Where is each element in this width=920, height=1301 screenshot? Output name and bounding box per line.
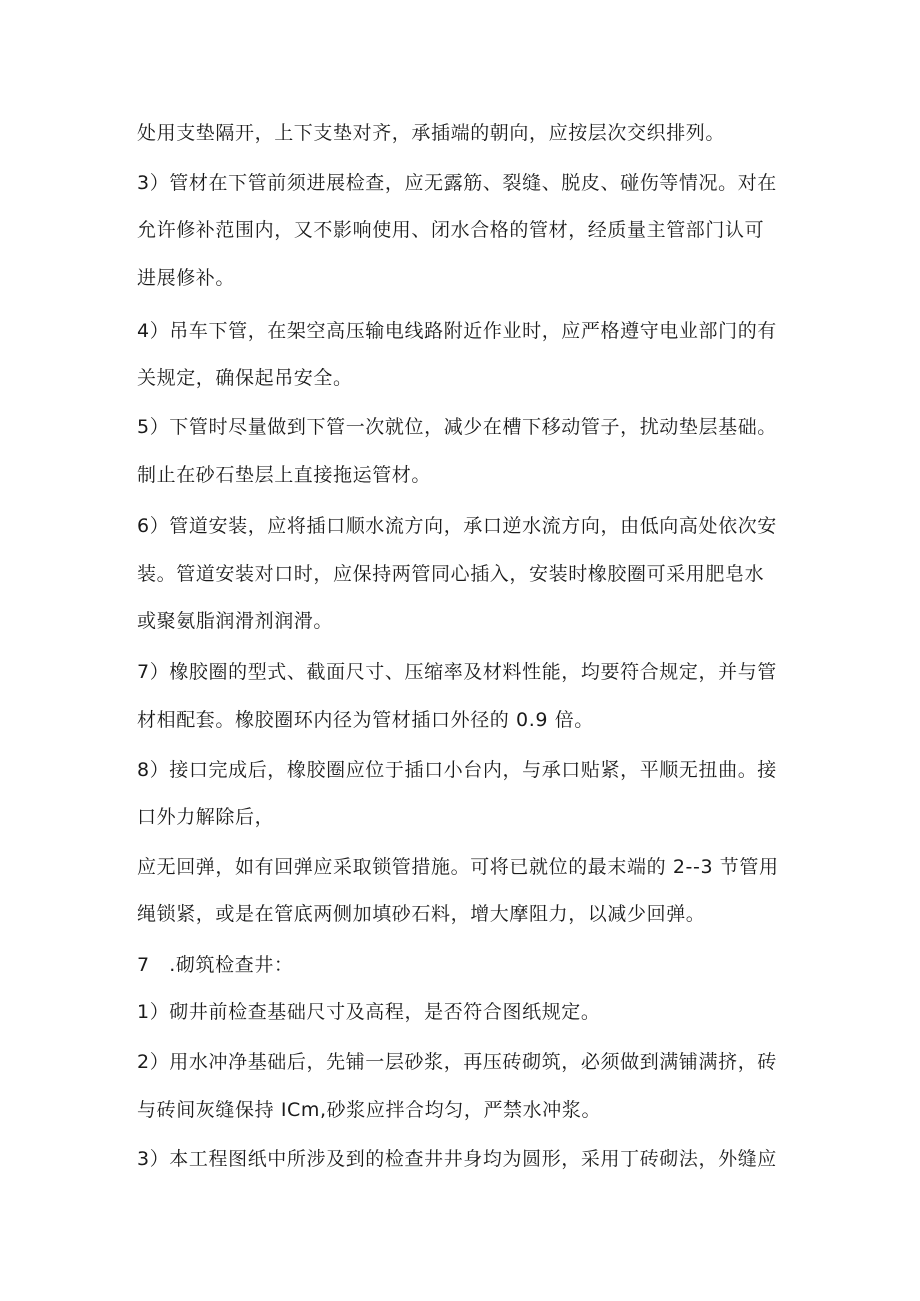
text-line: 5）下管时尽量做到下管一次就位，减少在槽下移动管子，扰动垫层基础。 <box>137 416 777 438</box>
text-line: 制止在砂石垫层上直接拖运管材。 <box>137 464 432 486</box>
text-line: 材相配套。橡胶圈环内径为管材插口外径的 0.9 倍。 <box>137 709 594 731</box>
text-line: 允许修补范围内，又不影响使用、闭水合格的管材，经质量主管部门认可 <box>137 219 765 241</box>
text-line: 7）橡胶圈的型式、截面尺寸、压缩率及材料性能，均要符合规定，并与管 <box>137 661 777 683</box>
text-line: 8）接口完成后，橡胶圈应位于插口小台内，与承口贴紧，平顺无扭曲。接 <box>137 759 777 781</box>
text-line: 关规定，确保起吊安全。 <box>137 367 353 389</box>
text-line: 4）吊车下管，在架空高压输电线路附近作业时，应严格遵守电业部门的有 <box>137 320 777 342</box>
text-line: 装。管道安装对口时，应保持两管同心插入，安装时橡胶圈可采用肥皂水 <box>137 563 765 585</box>
text-line: 6）管道安装，应将插口顺水流方向，承口逆水流方向，由低向高处依次安 <box>137 515 777 537</box>
text-line: 3）管材在下管前须进展检查，应无露筋、裂缝、脱皮、碰伤等情况。对在 <box>137 172 777 194</box>
text-line: 口外力解除后， <box>137 806 275 828</box>
text-line: 进展修补。 <box>137 267 236 289</box>
text-line: 2）用水冲净基础后，先铺一层砂浆，再压砖砌筑，必须做到满铺满挤，砖 <box>137 1051 777 1073</box>
text-line: 与砖间灰缝保持 ICm,砂浆应拌合均匀，严禁水冲浆。 <box>137 1099 602 1121</box>
text-line: 应无回弹，如有回弹应采取锁管措施。可将已就位的最末端的 2--3 节管用 <box>137 856 779 878</box>
text-line: 处用支垫隔开，上下支垫对齐，承插端的朝向，应按层次交织排列。 <box>137 122 726 144</box>
text-line: 或聚氨脂润滑剂润滑。 <box>137 610 334 632</box>
text-line: 绳锁紧，或是在管底两侧加填砂石料，增大摩阻力，以减少回弹。 <box>137 903 706 925</box>
text-line: 3）本工程图纸中所涉及到的检查井井身均为圆形，采用丁砖砌法，外缝应 <box>137 1148 777 1170</box>
section-heading: 7 .砌筑检查井： <box>137 954 294 976</box>
text-line: 1）砌井前检查基础尺寸及高程，是否符合图纸规定。 <box>137 1001 601 1023</box>
